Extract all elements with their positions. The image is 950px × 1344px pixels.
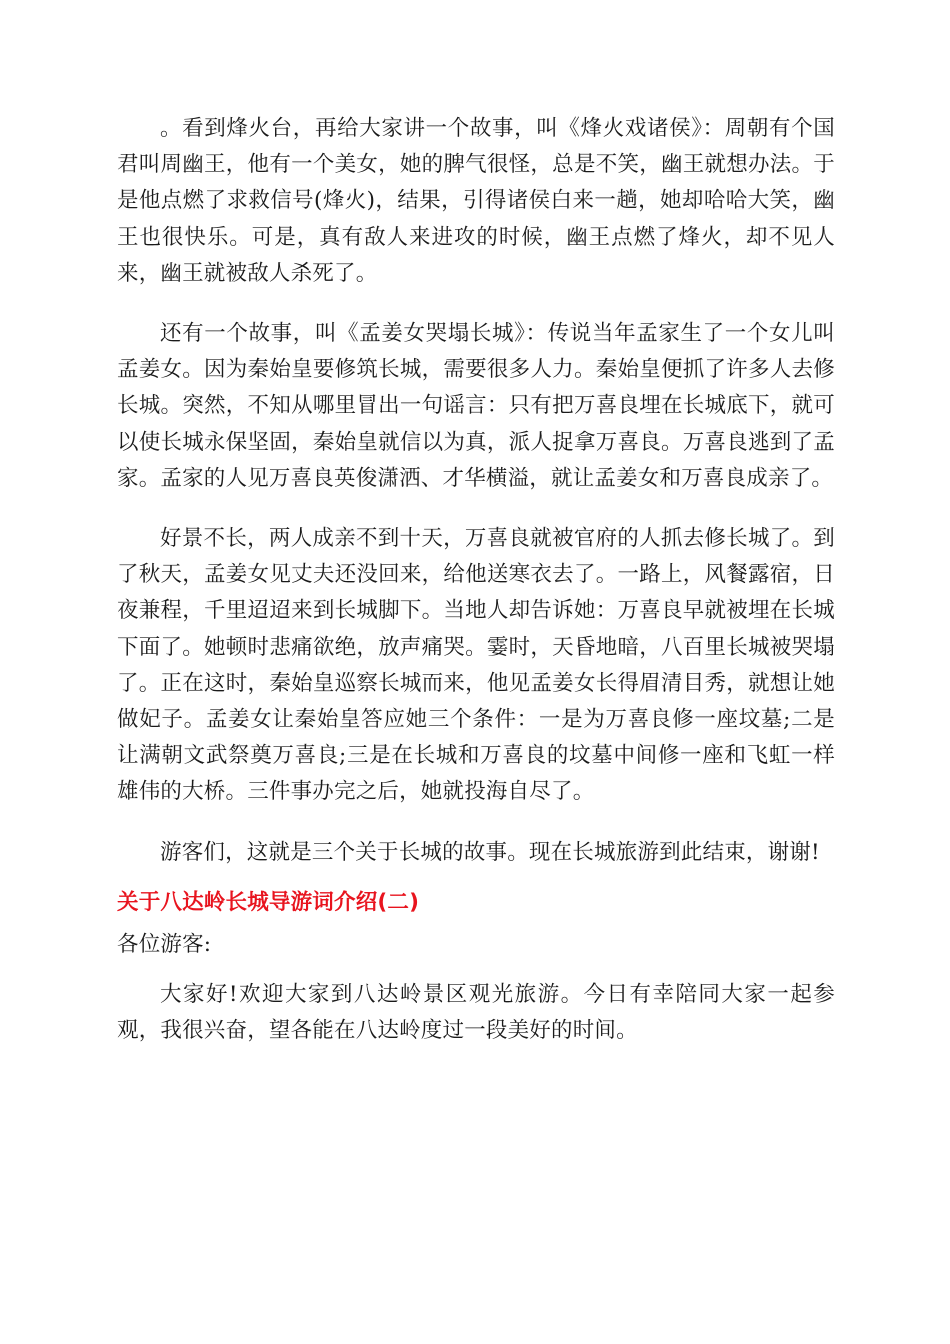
section-heading: 关于八达岭长城导游词介绍(二) [117, 889, 420, 915]
paragraph-beacon-story: 。看到烽火台，再给大家讲一个故事，叫《烽火戏诸侯》：周朝有个国君叫周幽王，他有一个美女，她的脾气很怪，总是不笑，幽王就想办法。于是他点燃了求救信号(烽火)，结果，引得诸侯白来一趟，她却哈哈大笑，幽王也很快乐。可是，真有敌人来进攻的时候，幽王点燃了烽火，却不见人来，幽王就被敌人杀死了。 [117, 116, 835, 286]
paragraph-mengjiangnv-intro: 还有一个故事，叫《孟姜女哭塌长城》：传说当年孟家生了一个女儿叫孟姜女。因为秦始皇要修筑长城，需要很多人力。秦始皇便抓了许多人去修长城。突然，不知从哪里冒出一句谣言：只有把万喜良埋在长城底下，就可以使长城永保坚固，秦始皇就信以为真，派人捉拿万喜良。万喜良逃到了孟家。孟家的人见万喜良英俊潇洒、才华横溢，就让孟姜女和万喜良成亲了。 [117, 321, 835, 491]
salutation: 各位游客: [117, 932, 212, 958]
paragraph-mengjiangnv-story: 好景不长，两人成亲不到十天，万喜良就被官府的人抓去修长城了。到了秋天，孟姜女见丈夫还没回来，给他送寒衣去了。一路上，风餐露宿，日夜兼程，千里迢迢来到长城脚下。当地人却告诉她：万喜良早就被埋在长城下面了。她顿时悲痛欲绝，放声痛哭。霎时，天昏地暗，八百里长城被哭塌了。正在这时，秦始皇巡察长城而来，他见孟姜女长得眉清目秀，就想让她做妃子。孟姜女让秦始皇答应她三个条件：一是为万喜良修一座坟墓;二是让满朝文武祭奠万喜良;三是在长城和万喜良的坟墓中间修一座和飞虹一样雄伟的大桥。三件事办完之后，她就投海自尽了。 [117, 526, 835, 805]
paragraph-closing: 游客们，这就是三个关于长城的故事。现在长城旅游到此结束，谢谢! [160, 839, 820, 865]
document-body [117, 111, 835, 1050]
paragraph-welcome: 大家好!欢迎大家到八达岭景区观光旅游。今日有幸陪同大家一起参观，我很兴奋，望各能在八达岭度过一段美好的时间。 [117, 982, 835, 1044]
